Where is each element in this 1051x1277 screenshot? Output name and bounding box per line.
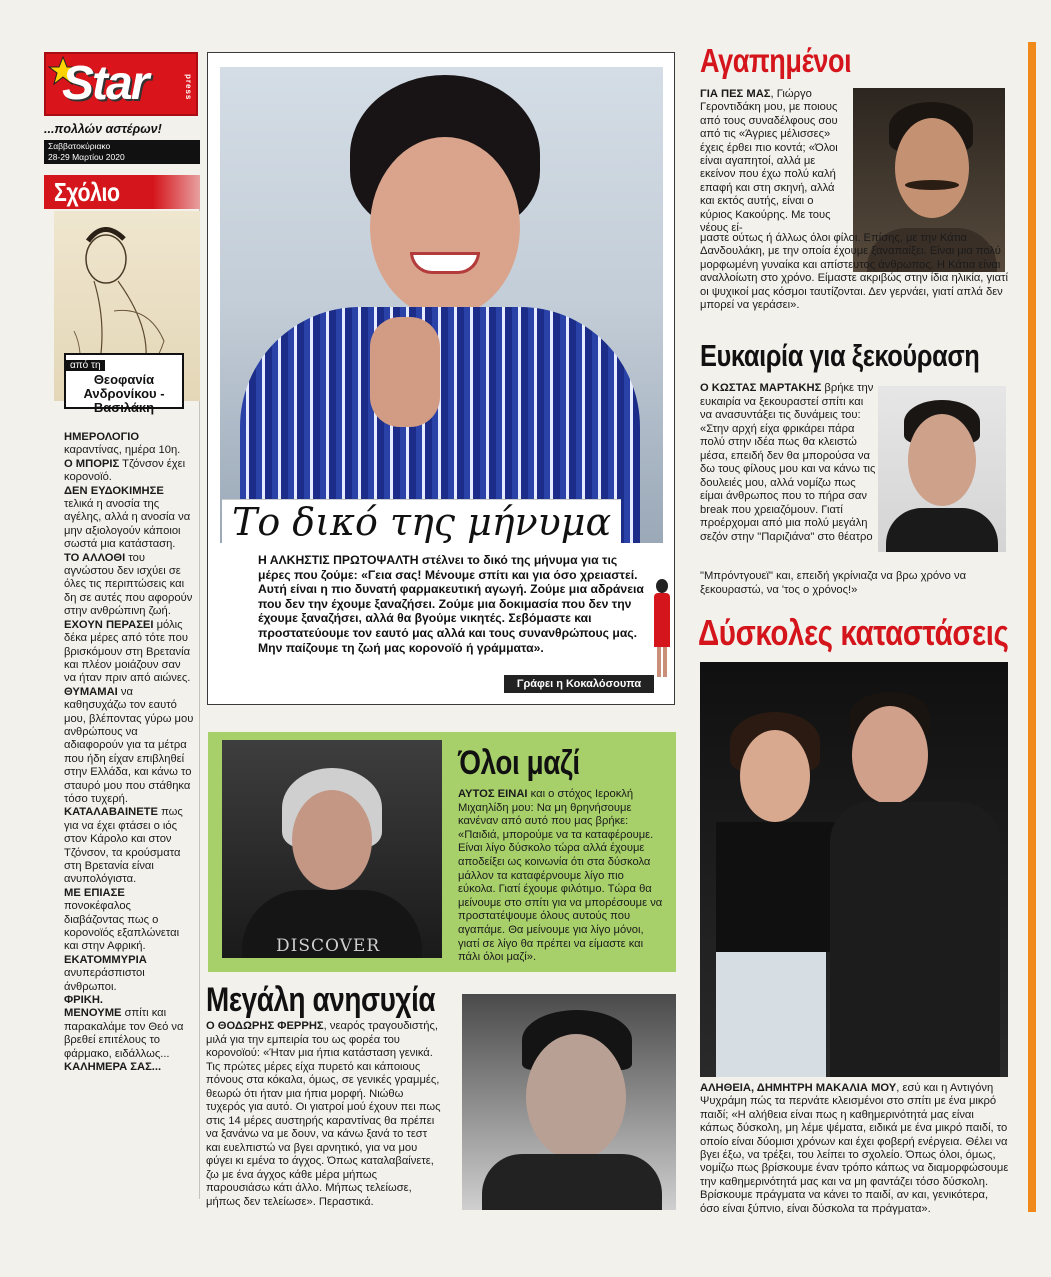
star-logo[interactable]: [44, 52, 198, 116]
byline-name: Θεοφανία Ανδρονίκου - Βασιλάκη: [83, 372, 165, 415]
tagline: ...πολλών αστέρων!: [44, 122, 162, 136]
sxolio-title: Σχόλιο: [54, 177, 120, 207]
dyskoles-title: Δύσκολες καταστάσεις: [698, 612, 1009, 653]
dyskoles-photo: [700, 662, 1008, 1077]
oloi-mazi-title: Όλοι μαζί: [458, 744, 580, 782]
date-line-1: Σαββατοκύριακο: [48, 141, 111, 151]
agapimenoi-text-bottom: μαστε ούτως ή άλλως όλοι φίλοι. Επίσης, με την Κάτια Δανδουλάκη, με την οποία έχουμε ξαναπαίξει. Είναι μια πολύ μορφωμένη γυναίκα και απίστευτος άνθρωπος. Η Κάτια είναι αναλλοίωτη στο χρόνο. Είμαστε ακριβώς στην ίδια ηλικία, γιατί οι ψυχικοί μας κόσμοι ταυτίζονται. Δεν γερνάει, γιατί απλά δεν μπορεί να γεράσει».: [700, 232, 1008, 312]
masthead: [44, 52, 200, 164]
megali-anisixia-photo: [462, 994, 676, 1210]
smile-shape: [410, 252, 480, 274]
sxolio-header: [44, 175, 200, 209]
eukairia-text-top: Ο ΚΩΣΤΑΣ ΜΑΡΤΑΚΗΣ βρήκε την ευκαιρία να ξεκουραστεί σπίτι και να ανασυντάξει τις δυνάμεις του: «Στην αρχή είχα φρικάρει πάρα πολύ στην ιδέα πως θα κλειστώ μέσα, επειδή δεν θα μπορούσα να δω τους φίλους μου και να κάνω τις δουλειές μου, αλλά νομίζω πως είμαι άνθρωπος που το πήρα σαν break που χρειαζόμουν. Γιατί προέρχομαι από μια πολύ μεγάλη σεζόν στην "Παριζιάνα" στο θέατρο: [700, 382, 876, 543]
oloi-mazi-text: ΑΥΤΟΣ ΕΙΝΑΙ και ο στόχος Ιεροκλή Μιχαηλίδη μου: Να μη θρηνήσουμε κανέναν από αυτό που μας βρήκε: «Παιδιά, μπορούμε να τα καταφέρουμε. Είναι λίγο δύσκολο τώρα αλλά έχουμε αποδείξει ως κοινωνία ότι στα δύσκολα μάλλον τα καταφέρνουμε λίγο πιο εύκολα. Γιατί έχουμε φιλότιμο. Τώρα θα μείνουμε στο σπίτι για να μπορέσουμε να προστατέψουμε όλους αυτούς που αγαπάμε. Θα μείνουμε για λίγο μόνοι, γιατί σε λίγο θα πρέπει να είμαστε και πάλι όλοι μαζί».: [458, 788, 663, 964]
main-title: Το δικό της μήνυμα: [222, 499, 621, 544]
sxolio-column: [44, 175, 200, 1199]
hand-shape: [370, 317, 440, 427]
page-edge-bar: [1028, 42, 1036, 1212]
eukairia-title: Ευκαιρία για ξεκούραση: [700, 338, 980, 373]
eukairia-section: [700, 338, 1012, 608]
eukairia-photo: [878, 386, 1006, 552]
dyskoles-text: ΑΛΗΘΕΙΑ, ΔΗΜΗΤΡΗ ΜΑΚΑΛΙΑ ΜΟΥ, εσύ και η Αντιγόνη Ψυχράμη πώς τα περνάτε κλεισμένοι στο σπίτι με ένα μικρό παιδί; «Η αλήθεια είναι πως η καθημερινότητά μας είναι κάπως δύσκολη, μη λέμε ψέματα, ειδικά με ένα μικρό παιδί, το οποίο είναι δύομισι χρόνων και έχει φοβερή ενέργεια. Θέλει να βγει έξω, να τρέξει, του λείπει το σχολείο. Όπως όλοι, όμως, νομίζω πως βρίσκουμε έναν τρόπο κάπως να διαμορφώσουμε την καθημερινότητά μας και να μη φαντάζει τόσο δύσκολη. Βρίσκουμε πράγματα να κάνει το παιδί, αν και, γενικότερα, όσο είναι ξύπνιο, είναι δύσκολα τα πράγματα».: [700, 1082, 1009, 1215]
byline-box: [64, 353, 184, 415]
photo-caption: DISCOVER: [276, 936, 381, 956]
eukairia-text-bottom: "Μπρόντγουεϊ" και, επειδή γκρίνιαζα να βρω χρόνο να ξεκουραστώ, να 'τος ο χρόνος!»: [700, 570, 967, 596]
author-figure: [652, 579, 672, 677]
agapimenoi-text-top: ΓΙΑ ΠΕΣ ΜΑΣ, Γιώργο Γεροντιδάκη μου, με ποιους από τους συναδέλφους σου από τις «Άγριες μέλισσες» έχεις έρθει πιο κοντά; «Όλοι είναι αγαπητοί, αλλά με εκείνον που έχω πολύ καλή επαφή και στη σκηνή, αλλά και εκτός αυτής, είναι ο κύριος Κακούρης. Με τους νέους εί-: [700, 88, 838, 235]
main-photo: [220, 67, 663, 543]
logo-text: Star: [62, 57, 148, 110]
main-text: Η ΑΛΚΗΣΤΙΣ ΠΡΩΤΟΨΑΛΤΗ στέλνει το δικό της μήνυμα για τις μέρες που ζούμε: «Γεια σας! Μένουμε σπίτι και για όσο χρειαστεί. Αυτή είναι η πιο δυνατή φαρμακευτική αγωγή. Ζούμε μια αδράνεια που δεν την έχουμε ξαναζήσει. Ζούμε μια δοκιμασία που δεν την έχουμε ξαναζήσει, αλλά θα βγούμε νικητές. Σεβόμαστε και προστατεύουμε τον εαυτό μας αλλά και τους συνανθρώπους μας. Μην παίζουμε τη ζωή μας κορονοϊό ή γράμματα».: [258, 553, 644, 655]
oloi-mazi-box: [208, 732, 676, 972]
date-box: [44, 140, 200, 164]
megali-anisixia-section: [206, 974, 678, 1214]
agapimenoi-title: Αγαπημένοι: [700, 42, 852, 79]
agapimenoi-section: [700, 42, 1012, 332]
oloi-mazi-photo: [222, 740, 442, 958]
date-line-2: 28-29 Μαρτίου 2020: [48, 152, 125, 162]
byline-small: από τη: [66, 360, 105, 371]
logo-sub: press: [184, 74, 193, 101]
face-shape: [370, 137, 520, 317]
megali-anisixia-title: Μεγάλη ανησυχία: [206, 981, 436, 1019]
dyskoles-section: [698, 612, 1014, 1215]
megali-anisixia-text: Ο ΘΟΔΩΡΗΣ ΦΕΡΡΗΣ, νεαρός τραγουδιστής, μιλά για την εμπειρία του ως φορέα του κορονοϊού: «Ήταν μια ήπια κατάσταση γενικά. Τις πρώτες μέρες είχα πυρετό και κάποιους πόνους στα κόκαλα, όμως, σε γενικές γραμμές, θεωρώ ότι ήταν μια ήπια μορφή. Νιώθω τυχερός για αυτό. Οι γιατροί μού έχουν πει πως στις 14 μέρες αυστηρής καραντίνας θα πρέπει να ξανάνω να με δουν, να κάνω ξανά το τεστ και ευελπιστώ να βγει αρνητικό, για να μου φύγει κι εμένα το άγχος. Όπως καταλαβαίνετε, ζω με ένα άγχος κάθε μέρα μήπως παρουσιάσω κάτι άλλο. Μήπως τελείωσε, μήπως δεν τελείωσε». Περαστικά.: [206, 1020, 441, 1208]
sxolio-text: ΗΜΕΡΟΛΟΓΙΟ καραντίνας, ημέρα 10η. Ο ΜΠΟΡΙΣ Τζόνσον έχει κορονοϊό. ΔΕΝ ΕΥΔΟΚΙΜΗΣΕ τελικά η ανοσία της αγέλης, αλλά η ανοσία να μην αξιολογούν κάποιοι σωστά μια κατάσταση. ΤΟ ΑΛΛΟΘΙ του αγνώστου δεν ισχύει σε όλες τις περιπτώσεις και δη σε αυτές που αφορούν στην ανθρώπινη ζωή. ΕΧΟΥΝ ΠΕΡΑΣΕΙ μόλις δέκα μέρες από τότε που βρισκόμουν στη Βρετανία και πλέον μοιάζουν σαν να ήταν πριν από αιώνες. ΘΥΜΑΜΑΙ να καθησυχάζω τον εαυτό μου, βλέποντας γύρω μου ανθρώπους να αδιαφορούν για τα μέτρα που ήδη είχαν επιβληθεί στην Ελλάδα, και κάνω το σταυρό μου που στάθηκα τόσο τυχερή. ΚΑΤΑΛΑΒΑΙΝΕΤΕ πως για να έχει φτάσει ο ιός στον Κάρολο και στον Τζόνσον, τα κρούσματα στη Βρετανία είναι ανυπολόγιστα. ΜΕ ΕΠΙΑΣΕ πονοκέφαλος διαβάζοντας πως ο κορονοϊός εξαπλώνεται και στην Αφρική. ΕΚΑΤΟΜΜΥΡΙΑ ανυπεράσπιστοι άνθρωποι. ΦΡΙΚΗ. ΜΕΝΟΥΜΕ σπίτι και παρακαλάμε τον Θεό να βρεθεί επιτέλους το φάρμακο, ειδάλλως... ΚΑΛΗΜΕΡΑ ΣΑΣ...: [64, 431, 194, 1074]
author-tag[interactable]: Γράφει η Κοκαλόσουπα: [504, 675, 654, 693]
main-story-frame: [207, 52, 675, 705]
